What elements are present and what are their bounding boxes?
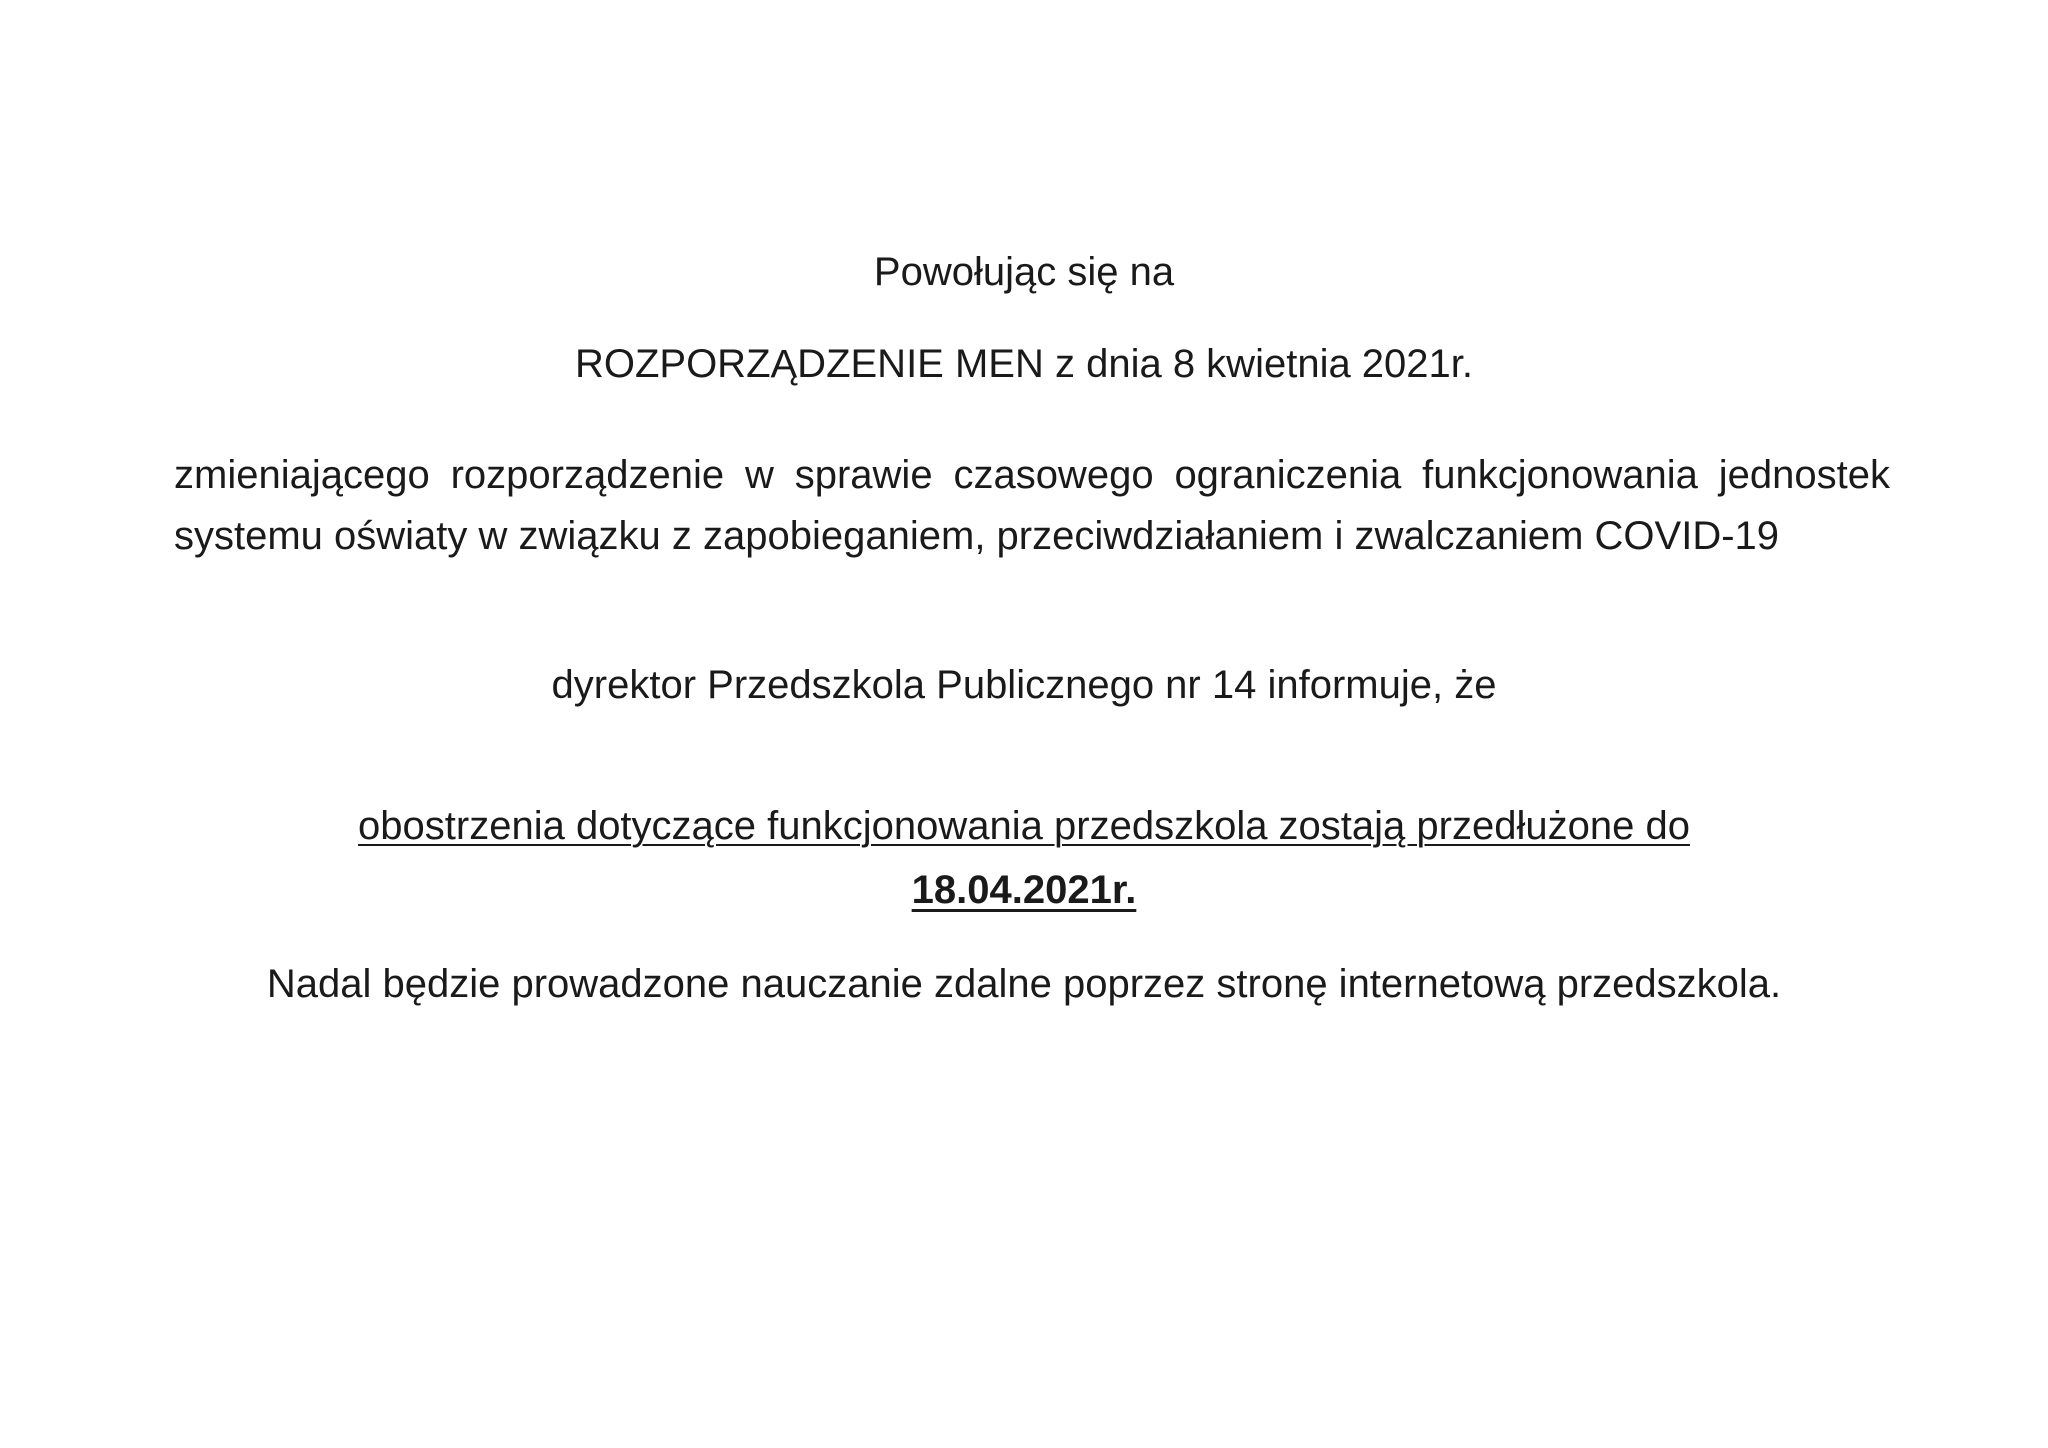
- regulation-title: ROZPORZĄDZENIE MEN z dnia 8 kwietnia 2021r.: [574, 342, 1474, 386]
- intro-line: Powołując się na: [873, 250, 1175, 294]
- restrictions-extended-notice: obostrzenia dotyczące funkcjonowania przedszkola zostają przedłużone do: [358, 804, 1690, 848]
- director-statement: dyrektor Przedszkola Publicznego nr 14 informuje, że: [551, 663, 1497, 707]
- regulation-subject-paragraph: zmieniającego rozporządzenie w sprawie czasowego ograniczenia funkcjonowania jednostek systemu oświaty w związku z zapobieganiem, przeciwdziałaniem i zwalczaniem COVID-19: [174, 453, 1890, 558]
- remote-learning-notice: Nadal będzie prowadzone nauczanie zdalne poprzez stronę internetową przedszkola.: [266, 962, 1782, 1006]
- end-date: 18.04.2021r.: [911, 868, 1137, 912]
